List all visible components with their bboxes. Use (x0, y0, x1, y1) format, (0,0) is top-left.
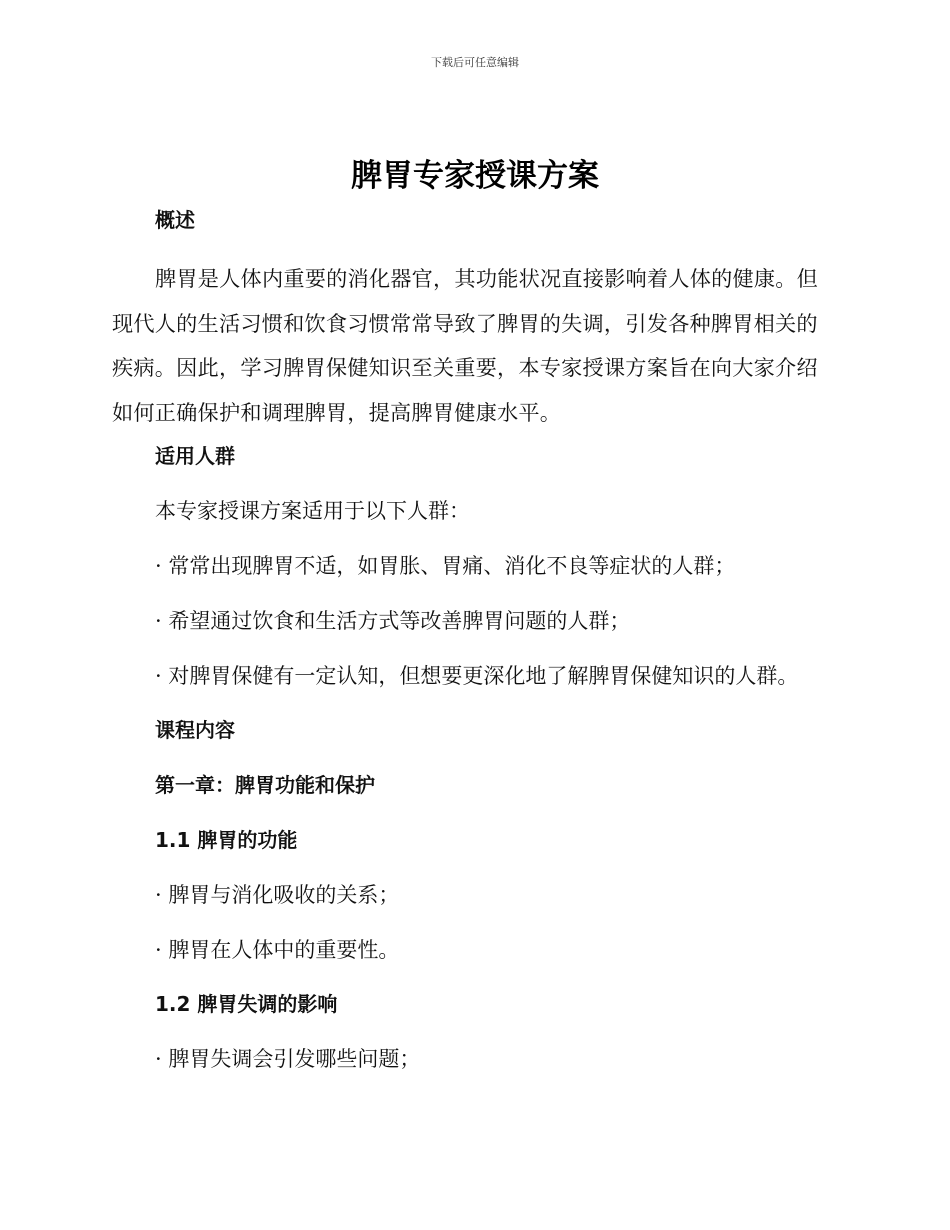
section-1-1-item: · 脾胃与消化吸收的关系； (155, 883, 400, 907)
document-title: 脾胃专家授课方案 (351, 158, 599, 194)
content-heading: 课程内容 (155, 718, 235, 742)
audience-item: · 常常出现脾胃不适，如胃胀、胃痛、消化不良等症状的人群； (155, 554, 736, 578)
chapter1-heading: 第一章：脾胃功能和保护 (155, 773, 375, 797)
section-1-1-heading: 1.1 脾胃的功能 (155, 828, 298, 852)
section-1-2-item: · 脾胃失调会引发哪些问题； (155, 1047, 421, 1071)
overview-heading: 概述 (155, 208, 195, 232)
section-1-1-item: · 脾胃在人体中的重要性。 (155, 938, 400, 962)
audience-item: · 对脾胃保健有一定认知，但想要更深化地了解脾胃保健知识的人群。 (155, 664, 799, 688)
audience-heading: 适用人群 (155, 444, 235, 468)
audience-item: · 希望通过饮食和生活方式等改善脾胃问题的人群； (155, 609, 631, 633)
overview-paragraph: 脾胃是人体内重要的消化器官，其功能状况直接影响着人体的健康。但现代人的生活习惯和饮食习惯常常导致了脾胃的失调，引发各种脾胃相关的疾病。因此，学习脾胃保健知识至关重要，本专家授课方案旨在向大家介绍如何正确保护和调理脾胃，提高脾胃健康水平。 (112, 266, 819, 425)
header-note: 下载后可任意编辑 (431, 56, 519, 69)
section-1-2-heading: 1.2 脾胃失调的影响 (155, 992, 338, 1016)
audience-intro: 本专家授课方案适用于以下人群： (155, 499, 470, 523)
